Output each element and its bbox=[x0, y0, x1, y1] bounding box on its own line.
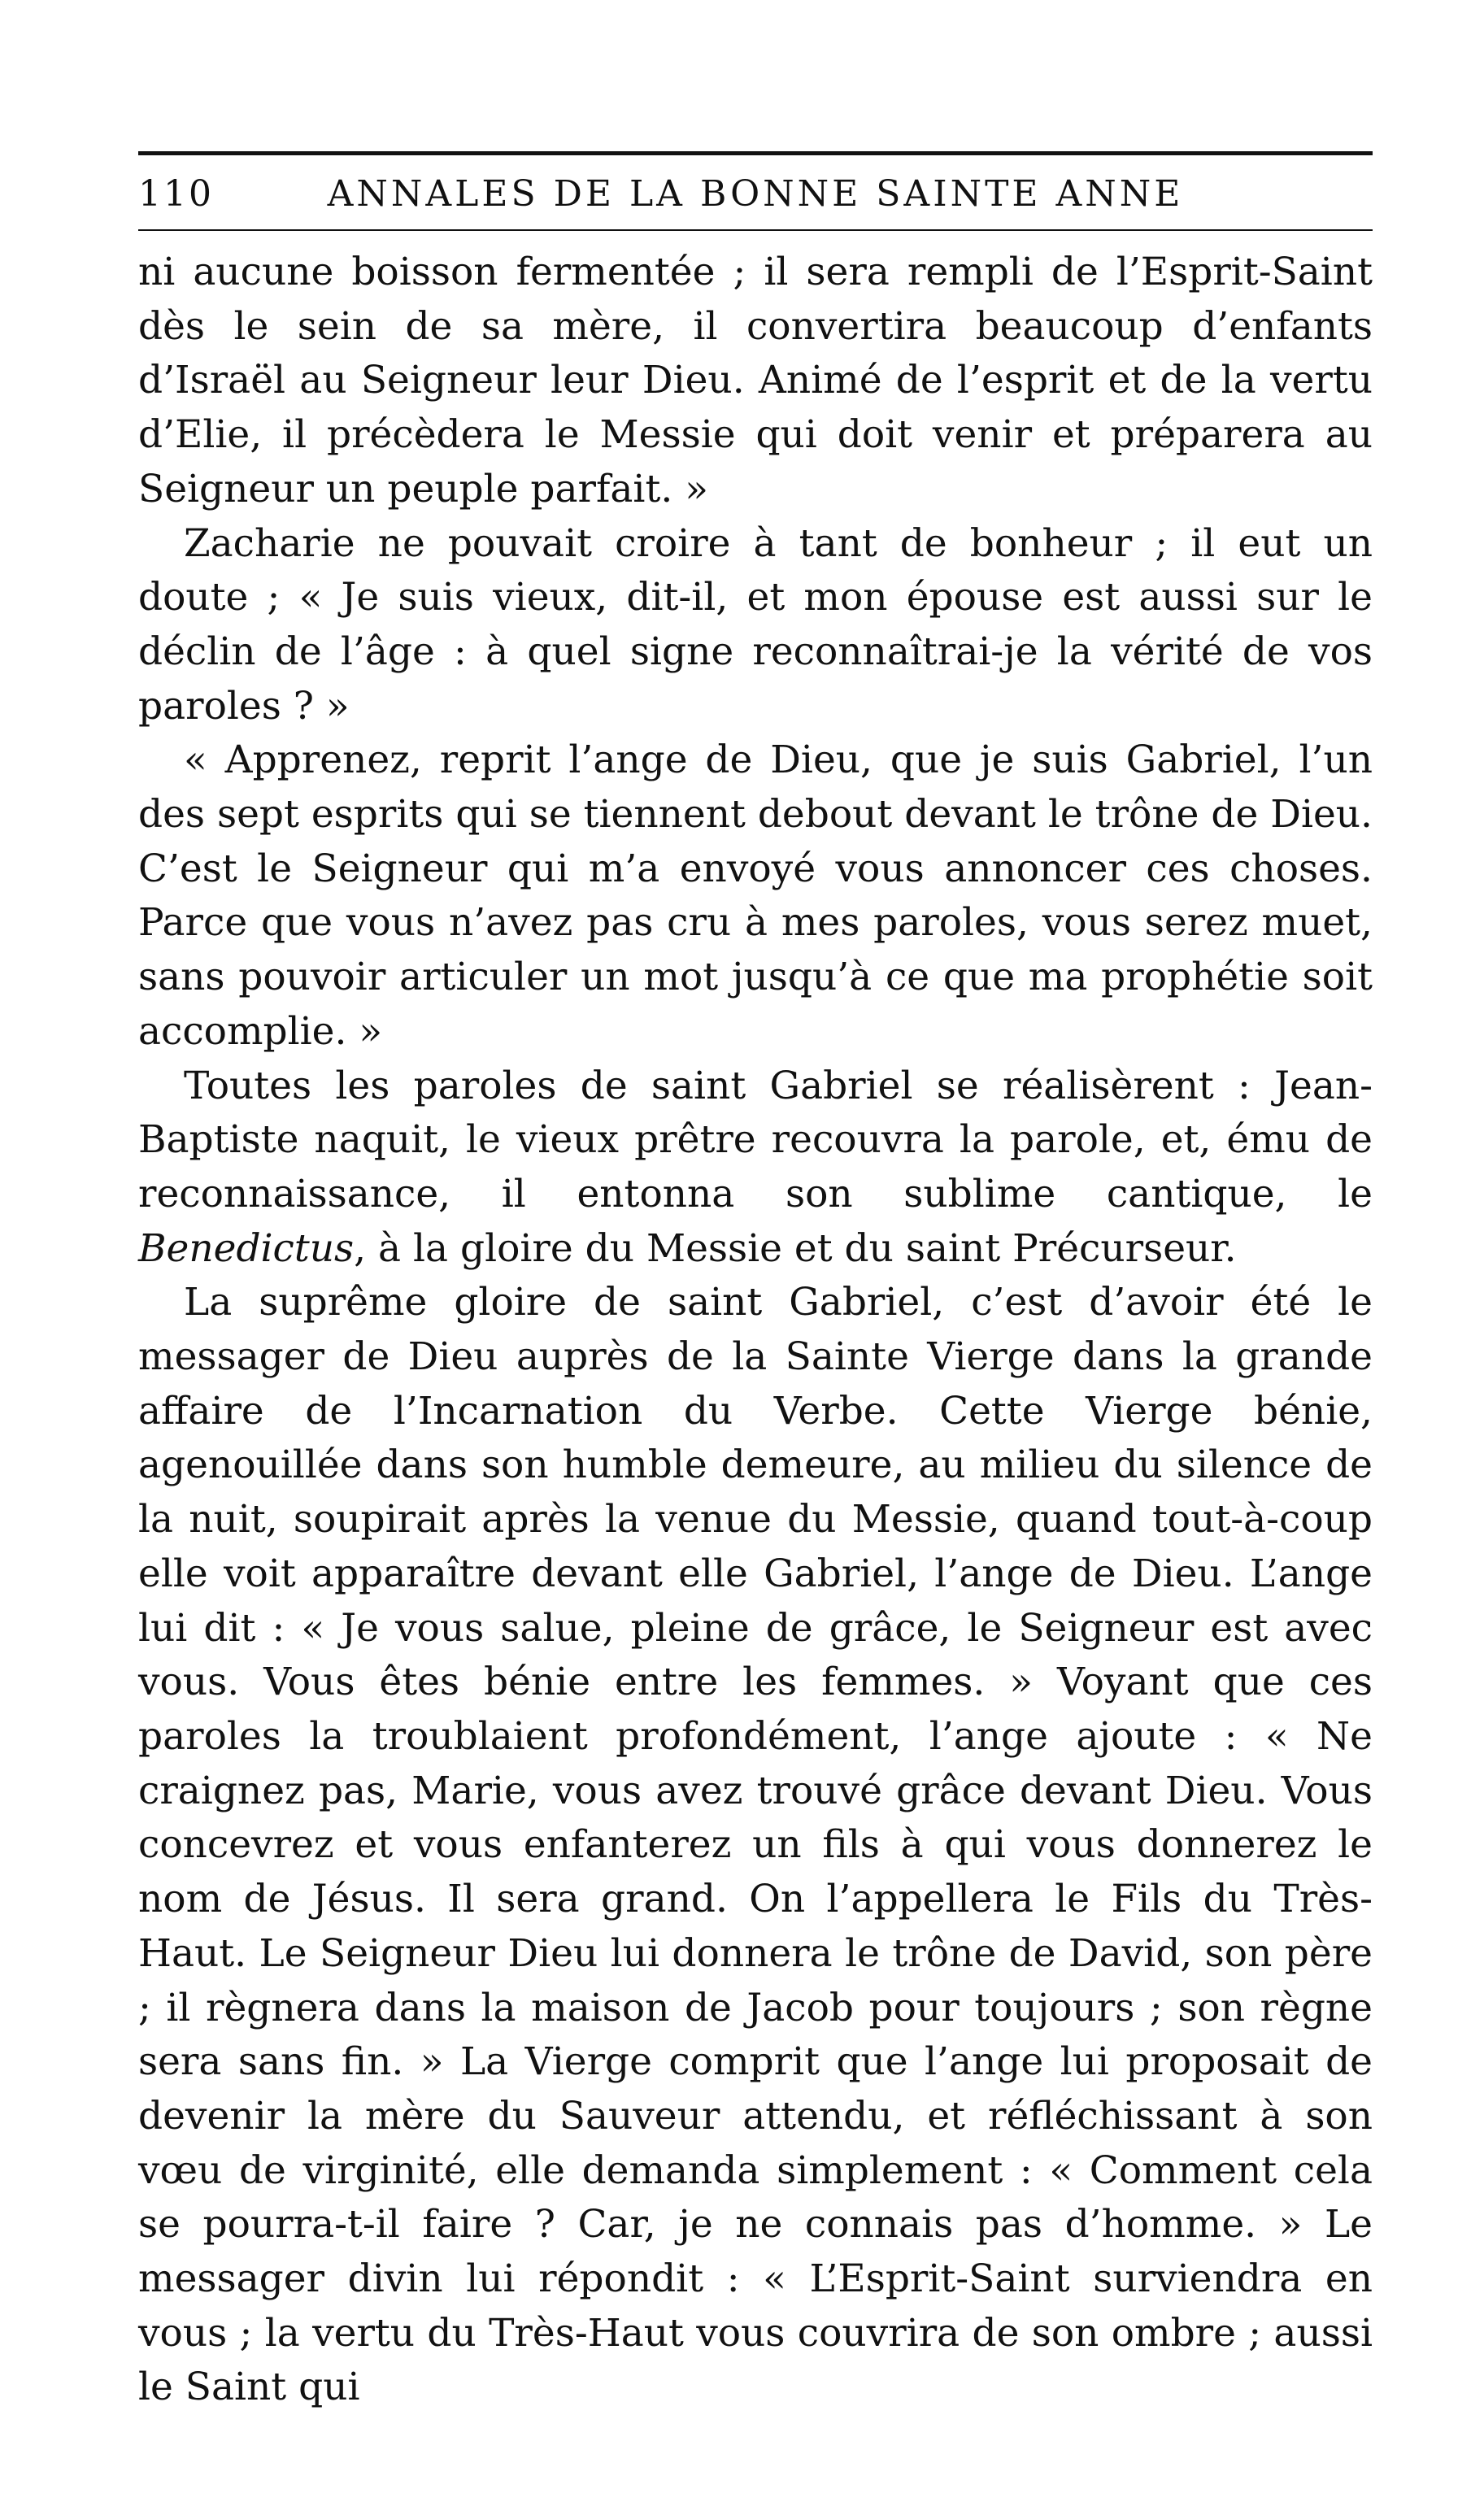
page-number: 110 bbox=[138, 173, 214, 215]
running-title: ANNALES DE LA BONNE SAINTE ANNE bbox=[327, 173, 1184, 215]
paragraph-3: « Apprenez, reprit l’ange de Dieu, que je suis Gabriel, l’un des sept esprits qui se tiennent debout devant le trône de Dieu. C’est le Seigneur qui m’a envoyé vous annoncer ces choses. Parce que vous n’avez pas cru à mes paroles, vous serez muet, sans pouvoir articuler un mot jusqu’à ce que ma prophétie soit accomplie. » bbox=[138, 738, 1373, 1054]
header-rule-bottom bbox=[138, 229, 1373, 231]
paragraph-1: ni aucune boisson fermentée ; il sera rempli de l’Esprit-Saint dès le sein de sa mère, il convertira beaucoup d’enfants d’Israël au Seigneur leur Dieu. Animé de l’esprit et de la vertu d’Elie, il précèdera le Messie qui doit venir et préparera au Seigneur un peuple parfait. » bbox=[138, 250, 1373, 511]
benedictus-title: Benedictus bbox=[138, 1225, 355, 1271]
paragraph-4-text-after: , à la gloire du Messie et du saint Précurseur. bbox=[354, 1225, 1237, 1271]
paragraph-4 bbox=[138, 1060, 1373, 1277]
paragraph-5: La suprême gloire de saint Gabriel, c’est d’avoir été le messager de Dieu auprès de la Sainte Vierge dans la grande affaire de l’Incarnation du Verbe. Cette Vierge bénie, agenouillée dans son humble demeure, au milieu du silence de la nuit, soupirait après la venue du Messie, quand tout-à-coup elle voit apparaître devant elle Gabriel, l’ange de Dieu. L’ange lui dit : « Je vous salue, pleine de grâce, le Seigneur est avec vous. Vous êtes bénie entre les femmes. » Voyant que ces paroles la troublaient profondément, l’ange ajoute : « Ne craignez pas, Marie, vous avez trouvé grâce devant Dieu. Vous concevrez et vous enfanterez un fils à qui vous donnerez le nom de Jésus. Il sera grand. On l’appellera le Fils du Très-Haut. Le Seigneur Dieu lui donnera le trône de David, son père ; il règnera dans la maison de Jacob pour toujours ; son règne sera sans fin. » La Vierge comprit que l’ange lui proposait de devenir la mère du Sauveur attendu, et réfléchissant à son vœu de virginité, elle demanda simplement : « Comment cela se pourra-t-il faire ? Car, je ne connais pas d’homme. » Le messager divin lui répondit : « L’Esprit-Saint surviendra en vous ; la vertu du Très-Haut vous couvrira de son ombre ; aussi le Saint qui bbox=[138, 1280, 1373, 2410]
body-text bbox=[138, 246, 1373, 2415]
paragraph-2: Zacharie ne pouvait croire à tant de bonheur ; il eut un doute ; « Je suis vieux, dit-il, et mon épouse est aussi sur le déclin de l’âge : à quel signe reconnaîtrai-je la vérité de vos paroles ? » bbox=[138, 520, 1373, 729]
header-rule-top bbox=[138, 151, 1373, 155]
running-header bbox=[138, 163, 1373, 226]
paragraph-4-text-before: Toutes les paroles de saint Gabriel se réalisèrent : Jean-Baptiste naquit, le vieux prêtre recouvra la parole, et, ému de reconnaissance, il entonna son sublime cantique, le bbox=[138, 1063, 1373, 1216]
